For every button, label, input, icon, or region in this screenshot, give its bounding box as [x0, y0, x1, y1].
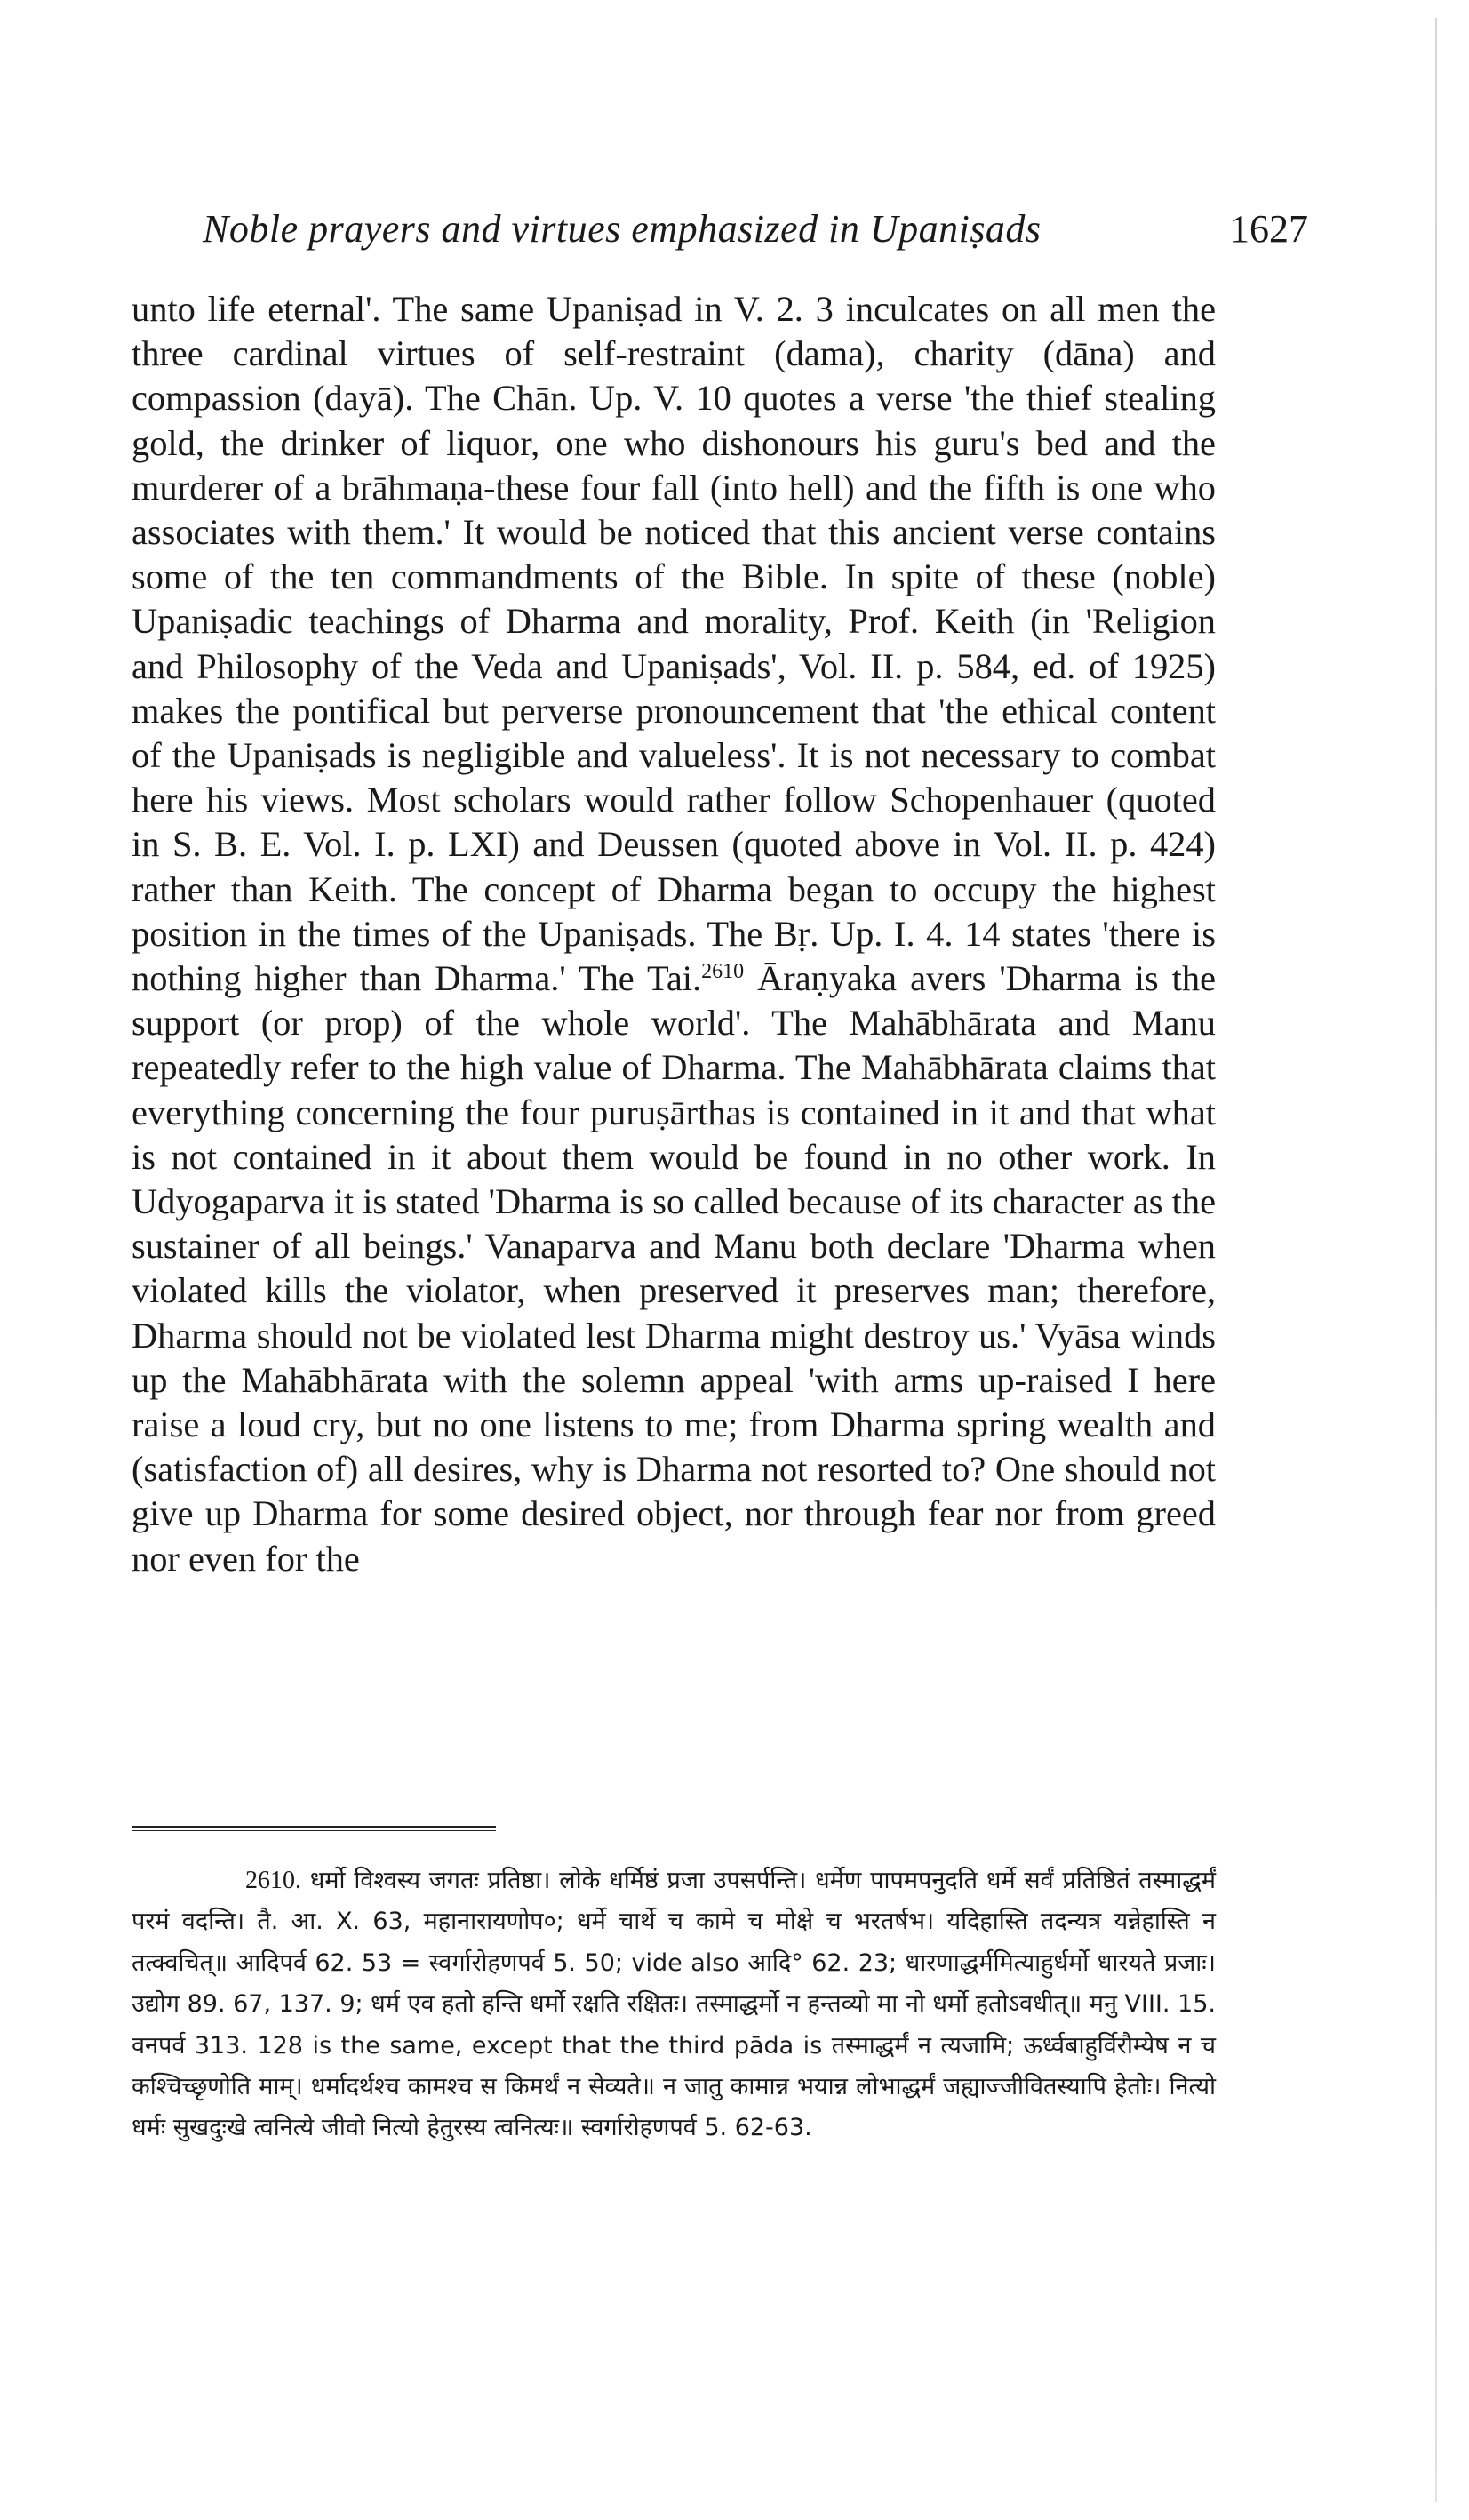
footnote-separator: [132, 1826, 496, 1831]
footnote-number: 2610.: [245, 1867, 301, 1894]
footnote-text: धर्मो विश्वस्य जगतः प्रतिष्ठा। लोके धर्मिष्ठं प्रजा उपसर्पन्ति। धर्मेण पापमपनुदति धर्मे सर्वं प्रतिष्ठितं तस्माद्धर्मं परमं वदन्ति। तै. आ. X. 63, महानारायणोप०; धर्मे चार्थे च कामे च मोक्षे च भरतर्षभ। यदिहास्ति तदन्यत्र यन्नेहास्ति न तत्क्वचित्॥ आदिपर्व 62. 53 = स्वर्गारोहणपर्व 5. 50; vide also आदि° 62. 23; धारणाद्धर्ममित्याहुर्धर्मो धारयते प्रजाः। उद्योग 89. 67, 137. 9; धर्म एव हतो हन्ति धर्मो रक्षति रक्षितः। तस्माद्धर्मो न हन्तव्यो मा नो धर्मो हतोऽवधीत्॥ मनु VIII. 15. वनपर्व 313. 128 is the same, except that the third pāda is तस्माद्धर्मं न त्यजामि; ऊर्ध्वबाहुर्विरौम्येष न च कश्चिच्छृणोति माम्। धर्मादर्थश्च कामश्च स किमर्थं न सेव्यते॥ न जातु कामान्न भयान्न लोभाद्धर्मं जह्याज्जीवितस्यापि हेतोः। नित्यो धर्मः सुखदुःखे त्वनित्ये जीवो नित्यो हेतुरस्य त्वनित्यः॥ स्वर्गारोहणपर्व 5. 62-63.: [132, 1867, 1216, 2142]
body-text-part-1: unto life eternal'. The same Upaniṣad in V. 2. 3 inculcates on all men the three cardinal virtues of self-restraint (dama), charity (dāna) and compassion (dayā). The Chān. Up. V. 10 quotes a verse 'the thief stealing gold, the drinker of liquor, one who dishonours his guru's bed and the murderer of a brāhmaṇa-these four fall (into hell) and the fifth is one who associates with them.' It would be noticed that this ancient verse contains some of the ten commandments of the Bible. In spite of these (noble) Upaniṣadic teachings of Dharma and morality, Prof. Keith (in 'Religion and Philosophy of the Veda and Upaniṣads', Vol. II. p. 584, ed. of 1925) makes the pontifical but perverse pronouncement that 'the ethical content of the Upaniṣads is negligible and valueless'. It is not necessary to combat here his views. Most scholars would rather follow Schopenhauer (quoted in S. B. E. Vol. I. p. LXI) and Deussen (quoted above in Vol. II. p. 424) rather than Keith. The concept of Dharma began to occupy the highest position in the times of the Upaniṣads. The Bṛ. Up. I. 4. 14 states 'there is nothing higher than Dharma.' The Tai.: [132, 289, 1216, 999]
page-number: 1627: [1230, 207, 1308, 251]
body-text-part-2: Āraṇyaka avers 'Dharma is the support (or prop) of the whole world'. The Mahābhārata and Manu repeatedly refer to the high value of Dharma. The Mahābhārata claims that everything concerning the four puruṣārthas is contained in it and that what is not contained in it about them would be found in no other work. In Udyogaparva it is stated 'Dharma is so called because of its character as the sustainer of all beings.' Vanaparva and Manu both declare 'Dharma when violated kills the violator, when preserved it preserves man; therefore, Dharma should not be violated lest Dharma might destroy us.' Vyāsa winds up the Mahābhārata with the solemn appeal 'with arms up-raised I here raise a loud cry, but no one listens to me; from Dharma spring wealth and (satisfaction of) all desires, why is Dharma not resorted to? One should not give up Dharma for some desired object, nor through fear nor from greed nor even for the: [132, 958, 1216, 1579]
footnote: [132, 1860, 1216, 2149]
running-header: Noble prayers and virtues emphasized in Upaniṣads: [203, 207, 1042, 251]
footnote-reference[interactable]: 2610: [701, 960, 745, 984]
scan-margin-line: [1435, 18, 1437, 2502]
body-paragraph: [132, 287, 1216, 1581]
